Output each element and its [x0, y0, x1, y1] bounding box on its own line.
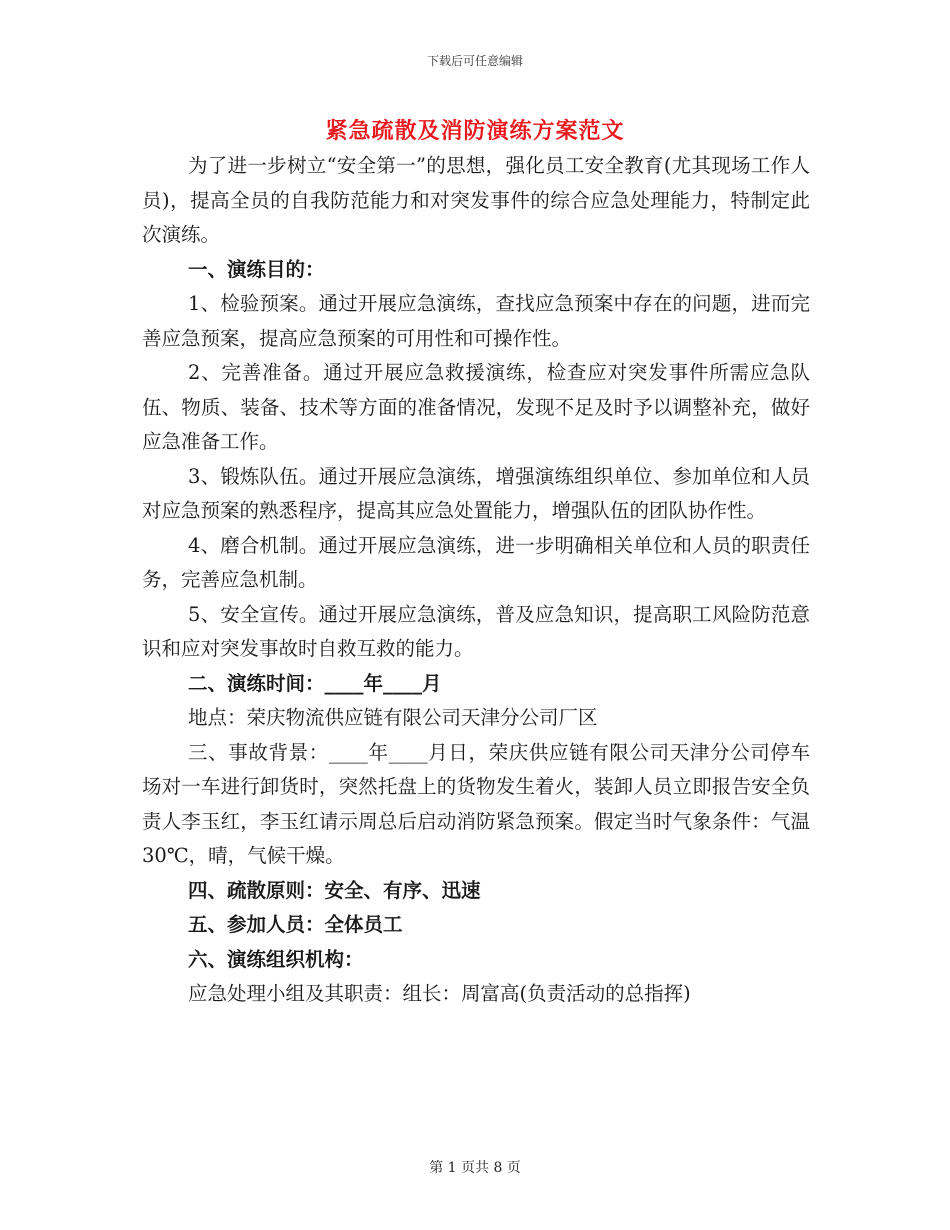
location-paragraph: 地点：荣庆物流供应链有限公司天津分公司厂区 — [188, 706, 598, 729]
section-heading-principle: 四、疏散原则：安全、有序、迅速 — [188, 878, 481, 902]
document-body — [142, 149, 810, 1012]
page-footer: 第 1 页共 8 页 — [429, 1160, 521, 1176]
purpose-item-5: 5、安全宣传。通过开展应急演练，普及应急知识，提高职工风险防范意识和应对突发事故时自救互救的能力。 — [142, 602, 810, 660]
purpose-item-2: 2、完善准备。通过开展应急救援演练，检查应对突发事件所需应急队伍、物质、装备、技术等方面的准备情况，发现不足及时予以调整补充，做好应急准备工作。 — [142, 361, 810, 453]
background-paragraph: 三、事故背景：____年____月日，荣庆供应链有限公司天津分公司停车场对一车进行卸货时，突然托盘上的货物发生着火，装卸人员立即报告安全负责人李玉红，李玉红请示周总后启动消防紧急预案。假定当时气象条件：气温30℃，晴，气候干燥。 — [142, 740, 810, 867]
section-heading-organization: 六、演练组织机构： — [188, 947, 364, 971]
section-heading-purpose: 一、演练目的： — [188, 257, 325, 281]
section-heading-participants: 五、参加人员：全体员工 — [188, 913, 403, 936]
purpose-item-4: 4、磨合机制。通过开展应急演练，进一步明确相关单位和人员的职责任务，完善应急机制。 — [142, 533, 810, 591]
section-heading-time: 二、演练时间：____年____月 — [188, 671, 442, 695]
header-note: 下载后可任意编辑 — [426, 54, 523, 68]
intro-paragraph: 为了进一步树立“安全第一”的思想，强化员工安全教育(尤其现场工作人员)，提高全员的自我防范能力和对突发事件的综合应急处理能力，特制定此次演练。 — [142, 154, 810, 246]
purpose-item-3: 3、锻炼队伍。通过开展应急演练，增强演练组织单位、参加单位和人员对应急预案的熟悉程序，提高其应急处置能力，增强队伍的团队协作性。 — [142, 464, 810, 522]
organization-paragraph: 应急处理小组及其职责：组长：周富高(负责活动的总指挥) — [188, 982, 691, 1005]
document-title: 紧急疏散及消防演练方案范文 — [325, 118, 625, 144]
purpose-item-1: 1、检验预案。通过开展应急演练，查找应急预案中存在的问题，进而完善应急预案，提高应急预案的可用性和可操作性。 — [142, 292, 810, 350]
